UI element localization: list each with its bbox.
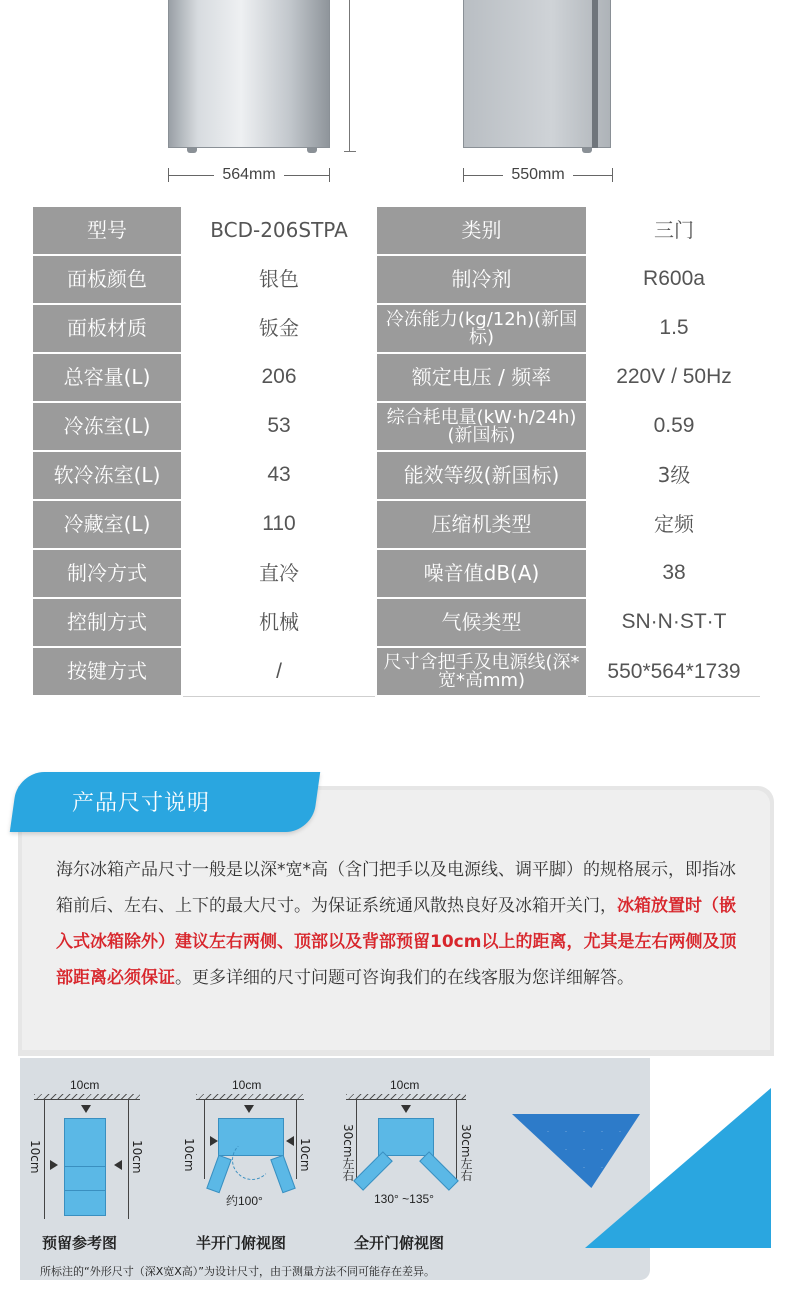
spec-row [32,206,761,255]
width-label: 564mm [222,166,276,183]
description-text: 海尔冰箱产品尺寸一般是以深*宽*高（含门把手以及电源线、调平脚）的规格展示，即指冰箱前后、左右、上下的最大尺寸。为保证系统通风散热良好及冰箱开关门， [56,860,736,916]
fridge-foot [187,147,197,153]
section-title: 产品尺寸说明 [72,791,211,816]
spec-row [32,500,761,549]
spec-value-cell: 1.5 [587,304,761,353]
arrow-down-icon [244,1105,254,1113]
spec-key-cell: 能效等级(新国标) [376,451,587,500]
description-text-end: 。更多详细的尺寸问题可咨询我们的在线客服为您详细解答。 [175,968,634,988]
spec-key-cell: 类别 [376,206,587,255]
spec-value-cell: 110 [182,500,376,549]
arrow-down-icon [401,1105,411,1113]
spec-key-cell: 面板材质 [32,304,182,353]
spec-value-cell: 0.59 [587,402,761,451]
depth-label: 550mm [511,166,565,183]
gap-right-label: 10cm [130,1140,144,1174]
spec-key-cell: 面板颜色 [32,255,182,304]
spec-value-cell: 三门 [587,206,761,255]
spec-key-cell: 制冷剂 [376,255,587,304]
height-dimension-line [344,0,356,152]
spec-row [32,598,761,647]
arrow-left-icon [114,1160,122,1170]
spec-value-cell: 38 [587,549,761,598]
spec-key-cell: 冷冻室(L) [32,402,182,451]
section-description [56,852,746,996]
caption-reference: 预留参考图 [42,1234,118,1252]
spec-key-cell: 总容量(L) [32,353,182,402]
gap-top-label: 10cm [232,1078,262,1092]
caption-half-open: 半开门俯视图 [196,1234,287,1252]
spec-key-cell: 控制方式 [32,598,182,647]
gap-right-label: 10cm [298,1138,312,1172]
half-open-angle: 约100° [226,1194,263,1208]
spec-value-cell: 钣金 [182,304,376,353]
spec-value-cell: 220V / 50Hz [587,353,761,402]
spec-value-cell: BCD-206STPA [182,206,376,255]
fridge-divider [64,1190,106,1191]
depth-dimension [463,164,613,186]
fridge-outline [64,1118,106,1216]
width-dimension [168,164,330,186]
spec-key-cell: 额定电压 / 频率 [376,353,587,402]
gap-top-label: 10cm [70,1078,100,1092]
arrow-left-icon [286,1136,294,1146]
fridge-side-image [463,0,611,148]
spec-value-cell: 直冷 [182,549,376,598]
spec-key-cell: 冷冻能力(kg/12h)(新国标) [376,304,587,353]
arrow-down-icon [81,1105,91,1113]
wall-line [34,1099,140,1100]
gap-right-label: 30cm左右 [459,1124,473,1182]
spec-key-cell: 噪音值dB(A) [376,549,587,598]
arrow-right-icon [50,1160,58,1170]
wall-right [128,1099,129,1219]
spec-value-cell: / [182,647,376,696]
spec-value-cell: 3级 [587,451,761,500]
wall-right [456,1099,457,1179]
spec-value-cell: R600a [587,255,761,304]
spec-value-cell: 53 [182,402,376,451]
spec-key-cell: 尺寸含把手及电源线(深*宽*高mm) [376,647,587,696]
wall-right [296,1099,297,1179]
spec-key-cell: 冷藏室(L) [32,500,182,549]
description-warning: 冰箱放置时（嵌入式冰箱除外）建议左右两侧、顶部以及背部预留10cm以上的距离，尤其是左右两侧及顶部距离必须保证 [56,896,737,988]
spec-value-cell: SN·N·ST·T [587,598,761,647]
fridge-top-view [378,1118,434,1156]
spec-value-cell: 银色 [182,255,376,304]
fridge-foot [307,147,317,153]
spec-row [32,255,761,304]
wall-left [204,1099,205,1179]
spec-row [32,451,761,500]
spec-value-cell: 定频 [587,500,761,549]
spec-value-cell: 550*564*1739 [587,647,761,696]
caption-full-open: 全开门俯视图 [354,1234,445,1252]
spec-value-cell: 206 [182,353,376,402]
spec-key-cell: 制冷方式 [32,549,182,598]
wall-line [196,1099,304,1100]
spec-table [31,205,762,697]
spec-key-cell: 软冷冻室(L) [32,451,182,500]
wall-line [346,1099,466,1100]
spec-row [32,304,761,353]
gap-top-label: 10cm [390,1078,420,1092]
spec-row [32,549,761,598]
spec-value-cell: 43 [182,451,376,500]
spec-key-cell: 型号 [32,206,182,255]
gap-left-label: 10cm [28,1140,42,1174]
spec-key-cell: 压缩机类型 [376,500,587,549]
spec-row [32,353,761,402]
fridge-foot [582,147,592,153]
spec-value-cell: 机械 [182,598,376,647]
spec-key-cell: 综合耗电量(kW·h/24h)(新国标) [376,402,587,451]
full-open-angle: 130° ~135° [374,1192,434,1206]
fridge-divider [64,1166,106,1167]
wall-left [44,1099,45,1219]
door-swing-arc [232,1140,272,1180]
gap-left-label: 10cm [182,1138,196,1172]
spec-row [32,647,761,696]
arrow-right-icon [210,1136,218,1146]
spec-row [32,402,761,451]
spec-key-cell: 气候类型 [376,598,587,647]
door-hinge [592,0,598,148]
fridge-front-image [168,0,330,148]
gap-left-label: 30cm左右 [341,1124,355,1182]
spec-key-cell: 按键方式 [32,647,182,696]
footnote: 所标注的“外形尺寸（深X宽X高）”为设计尺寸，由于测量方法不同可能存在差异。 [40,1265,435,1278]
